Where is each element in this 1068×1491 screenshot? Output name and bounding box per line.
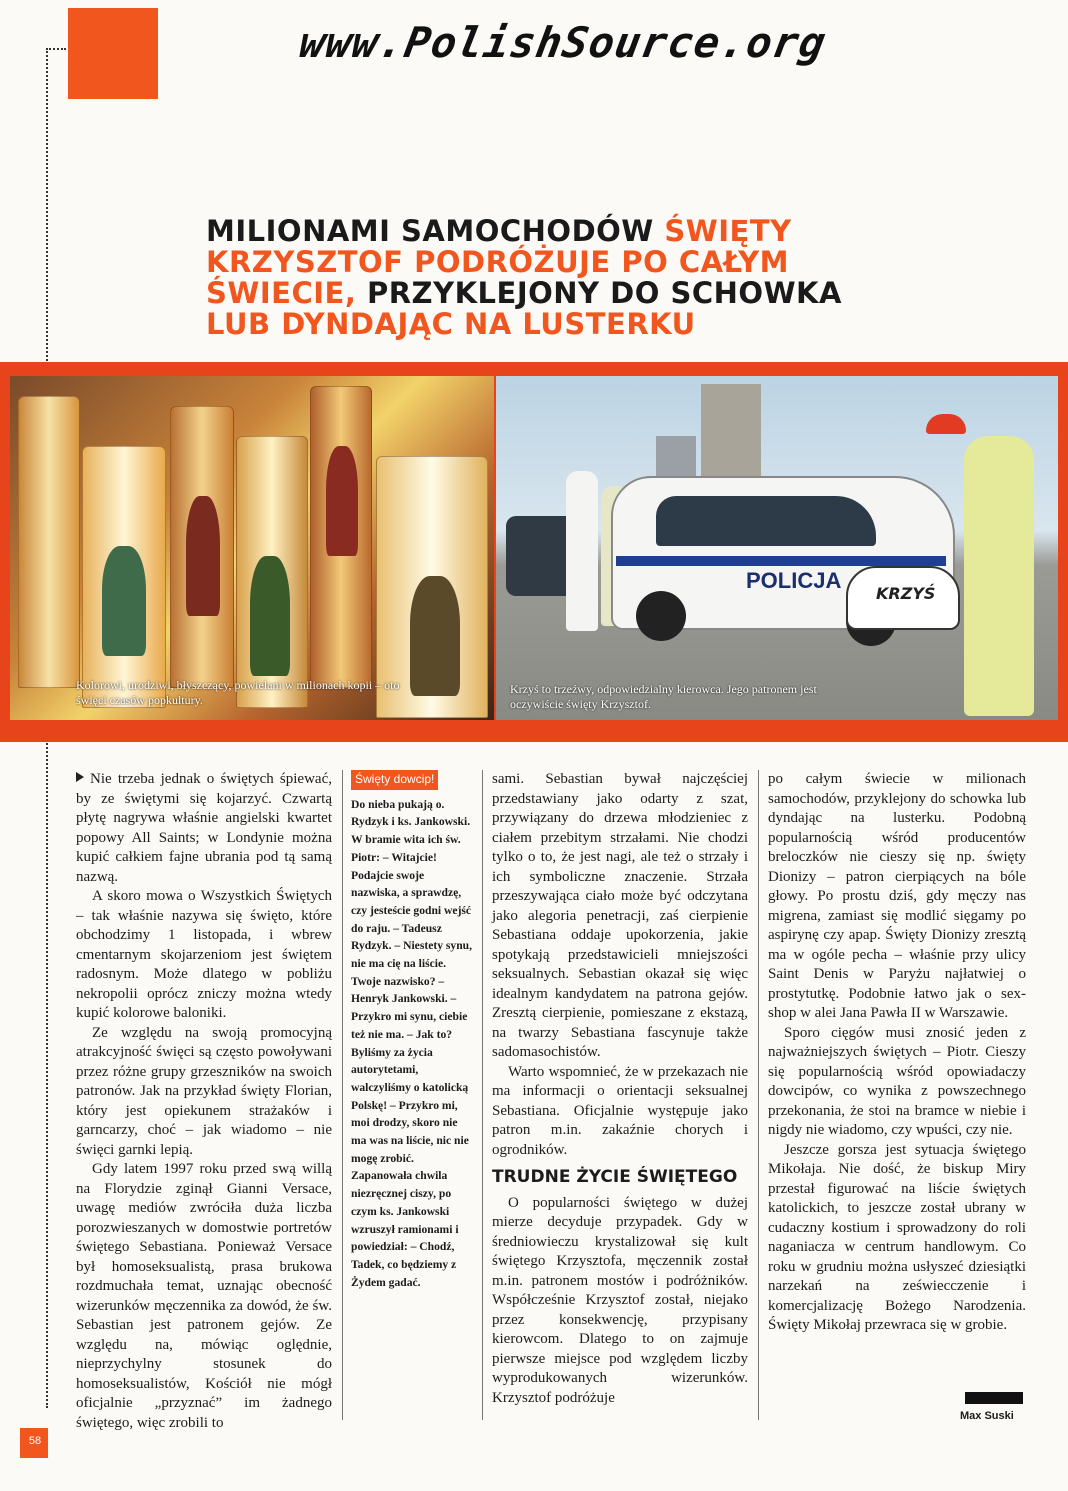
candle (18, 396, 80, 688)
headline-part-1: MILIONAMI SAMOCHODÓW (206, 214, 665, 248)
paragraph: po całym świecie w milionach samochodów, przyklejony do schowka lub dyndając na lusterku. Podobną popularnością wśród producentów breloczków nie cieszy się np. święty Dionizy – patron cierpiących na bóle głowy. Po prostu dziś, gdy męczy nas migrena, zamiast się modlić sięgamy po aspirynę czy apap. Święty Dionizy zresztą ma w ogóle pecha – właśnie przy ulicy Saint Denis w Paryżu najłatwiej o prostytutkę. Podobnie łatwo jak o sex-shop w alei Jana Pawła II w Warszawie. (768, 771, 1026, 1021)
left-photo-caption: Kolorowi, urodziwi, błyszczący, powielani w milionach kopii – oto święci czasów popkultury. (76, 678, 400, 707)
saint-figure (102, 546, 146, 656)
column-rule (342, 770, 343, 1420)
paragraph: O popularności świętego w dużej mierze decyduje przypadek. Gdy w średniowieczu krystalizował się kult świętego Krzysztofa, męczennik został m.in. patronem mostów i podróżników. Współcześnie Krzysztof został, niejako przez konsekwencję, przypisany kierowcom. Dlatego to on zajmuje pierwsze miejsce pod względem liczby wyprodukowanych wizerunków. Krzysztof podróżuje (492, 1194, 748, 1406)
page-number: 58 (28, 1435, 42, 1447)
paragraph: Jeszcze gorsza jest sytuacja świętego Mikołaja. Nie dość, że biskup Miry przestał figurować na liście świętych katolickich, to jeszcze został ubrany w cudaczny kostium i sprowadzony do roli naganiacza w centrum handlowym. Co roku w grudniu można usłyszeć dziesiątki narzekań na zeświecczenie i komercjalizację Bożego Narodzenia. Święty Mikołaj przewraca się w grobie. (768, 1141, 1026, 1333)
worker-in-vest (964, 436, 1034, 716)
author-bar (965, 1392, 1023, 1404)
article-column-3 (492, 770, 748, 1408)
paragraph-text: Nie trzeba jednak o świętych śpiewać, by ze świętymi się kojarzyć. Czwartą płytę nagrywa właśnie angielski kwartet popowy All Saints; w Londynie można kupić całkiem fajne ubrania pod tą samą nazwą. (76, 771, 332, 885)
watermark: www.PolishSource.org (295, 18, 831, 67)
article-column-1 (76, 770, 332, 1433)
car-wheel (636, 591, 686, 641)
orange-corner-block (68, 8, 158, 99)
paragraph: A skoro mowa o Wszystkich Świętych – tak właśnie nazywa się święto, które obchodzimy 1 listopada, i wbrew cmentarnym skojarzeniom jest świętem radosnym. Może dlatego w pobliżu nekropolii oprócz zniczy można wtedy kupić kolorowe baloniki. (76, 888, 332, 1021)
sidebar-title: Święty dowcip! (351, 770, 438, 790)
paragraph: Sporo cięgów musi znosić jeden z najważniejszych świętych – Piotr. Cieszy się popularnością wśród opowiadaczy dowcipów, co wynika z powszechnego przekonania, że stoi na bramce w niebie i nigdy nie wiadomo, czy wpuści, czy nie. (768, 1024, 1026, 1138)
headline-part-4: LUB DYNDAJĄC NA LUSTERKU (206, 307, 696, 341)
paragraph: Warto wspomnieć, że w przekazach nie ma informacji o orientacji seksualnej Sebastiana. Oficjalnie występuje jako patron m.in. zakaźnie chorych i ogrodników. (492, 1063, 748, 1158)
headline-part-2: ŚWIĘTY KRZYSZTOF PODRÓŻUJE PO CAŁYM ŚWIECIE, (206, 214, 792, 310)
right-photo-caption: Krzyś to trzeźwy, odpowiedzialny kierowca. Jego patronem jest oczywiście święty Krzysztof. (510, 682, 817, 711)
paragraph: Ze względu na swoją promocyjną atrakcyjność święci są często powoływani przez różne grupy grzeszników na swoich patronów. Jak na przykład święty Florian, który jest opiekunem strażaków i garncarzy, choć – jak wiadomo – nie święci garnki lepią. (76, 1024, 332, 1158)
dotted-margin-tick (46, 48, 66, 50)
police-car-photo (496, 376, 1058, 720)
candles-photo (10, 376, 494, 720)
police-stripe (616, 556, 946, 566)
police-label: POLICJA (746, 568, 842, 593)
mascot-label: KRZYŚ (876, 584, 936, 603)
section-heading: TRUDNE ŻYCIE ŚWIĘTEGO (492, 1167, 738, 1187)
paragraph (76, 770, 332, 887)
car-windows (656, 496, 876, 546)
red-cap (926, 414, 966, 434)
paragraph: Gdy latem 1997 roku przed swą willą na Florydzie zginął Gianni Versace, uwagę mediów zwróciła duża liczba porozwieszanych w domostwie portretów świętego Sebastiana. Ponieważ Versace był homoseksualistą, prasa brukowa rozdmuchała temat, uznając obecność wizerunków męczennika za dowód, że św. Sebastian jest patronem gejów. Ze względu na, mówiąc oględnie, nieprzychylny stosunek do homoseksualistów, Kościół nie mógł oficjalnie „przyznać” im żadnego świętego, więc zrobili to (76, 1161, 332, 1431)
saint-figure (186, 496, 220, 616)
paragraph: sami. Sebastian bywał najczęściej przedstawiany jako odarty z szat, przywiązany do drzewa młodzieniec z ciałem przebitym strzałami. Nie chodzi tylko o to, że jest nagi, ale też o strzały i ich symboliczne znaczenie. Strzała przeszywająca ciało może być odczytana jako alegoria penetracji, zaś cierpienie Sebastiana oddaje upokorzenia, jakie spotykają przedstawicieli mniejszości seksualnych. Sebastian okazał się więc idealnym kandydatem na patrona gejów. Zresztą cierpienie, pomieszane z ekstazą, na twarzy Sebastiana fascynuje także sadomasochistów. (492, 771, 748, 1060)
article-column-4 (768, 770, 1026, 1336)
joke-sidebar (351, 770, 473, 1291)
police-officer (566, 471, 598, 631)
author-name: Max Suski (960, 1410, 1014, 1422)
headline (206, 216, 906, 340)
column-rule (758, 770, 759, 1420)
saint-figure (326, 446, 358, 556)
triangle-bullet-icon (76, 772, 84, 782)
column-rule (482, 770, 483, 1420)
headline-part-3: PRZYKLEJONY DO SCHOWKA (356, 276, 842, 310)
saint-figure (250, 556, 290, 676)
saint-figure (410, 576, 460, 696)
sidebar-text: Do nieba pukają o. Rydzyk i ks. Jankowski. W bramie wita ich św. Piotr: – Witajcie! Podajcie swoje nazwiska, a sprawdzę, czy jesteście godni wejść do raju. – Tadeusz Rydzyk. – Niestety synu, nie ma cię na liście. Twoje nazwisko? – Henryk Jankowski. – Przykro mi synu, ciebie też nie ma. – Jak to? Byliśmy za życia autorytetami, walczyliśmy o katolicką Polskę! – Przykro mi, moi drodzy, skoro nie ma was na liście, nic nie mogę zrobić. Zapanowała chwila niezręcznej ciszy, po czym ks. Jankowski wzruszył ramionami i powiedział: – Chodź, Tadek, co będziemy z Żydem gadać. (351, 797, 473, 1289)
